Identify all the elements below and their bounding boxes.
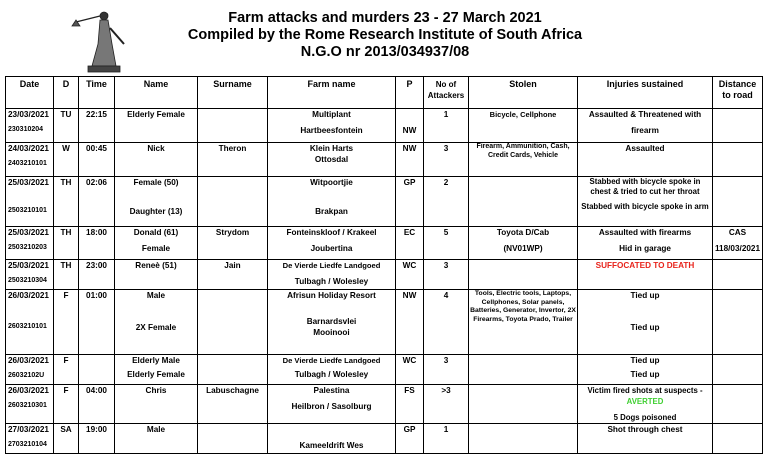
col-date: Date xyxy=(6,77,54,109)
table-row: 26/03/2021 26032102U F Elderly Male Elderly Female De Vierde Liedfe Landgoed Tulbagh / Wolesley WC 3 Tied up Tied up xyxy=(6,355,763,385)
col-distance: Distance to road xyxy=(713,77,763,109)
col-surname: Surname xyxy=(198,77,268,109)
report-compiler: Compiled by the Rome Research Institute of South Africa xyxy=(187,27,583,43)
col-time: Time xyxy=(79,77,115,109)
report-title: Farm attacks and murders 23 - 27 March 2021 xyxy=(228,10,542,26)
ngo-number: N.G.O nr 2013/034937/08 xyxy=(300,44,470,60)
attacks-table xyxy=(5,76,763,454)
col-attackers: No of Attackers xyxy=(424,77,469,109)
averted-label: AVERTED xyxy=(626,397,664,406)
table-row: 25/03/2021 2503210304 TH 23:00 Reneè (51) Jain De Vierde Liedfe Landgoed Tulbagh / Wolesley WC 3 SUFFOCATED TO DEATH xyxy=(6,260,763,290)
table-header-row xyxy=(6,77,763,109)
col-province: P xyxy=(396,77,424,109)
table-row: 25/03/2021 2503210101 TH 02:06 Female (50) Daughter (13) Witpoortjie Brakpan GP 2 Stabbed with bicycle spoke in chest & tried to cut her throat Stabbed with bicycle spoke in arm xyxy=(6,177,763,227)
col-name: Name xyxy=(115,77,198,109)
col-stolen: Stolen xyxy=(469,77,578,109)
col-farm: Farm name xyxy=(268,77,396,109)
table-row: 23/03/2021 230310204 TU 22:15 Elderly Female Multiplant Hartbeesfontein NW 1 Bicycle, Cellphone Assaulted & Threatened with firearm xyxy=(6,109,763,143)
report-header xyxy=(150,10,620,61)
justice-statue-logo xyxy=(68,4,140,74)
table-row: 24/03/2021 2403210101 W 00:45 Nick Theron Klein Harts Ottosdal NW 3 Firearm, Ammunition, Cash, Credit Cards, Vehicle Assaulted xyxy=(6,143,763,177)
col-day: D xyxy=(54,77,79,109)
table-row: 25/03/2021 2503210203 TH 18:00 Donald (61) Female Strydom Fonteinskloof / Krakeel Joubertina EC 5 Toyota D/Cab (NV01WP) Assaulted with firearms Hid in garage CAS 118/03/2021 xyxy=(6,227,763,260)
col-injuries: Injuries sustained xyxy=(578,77,713,109)
fatality-label: SUFFOCATED TO DEATH xyxy=(595,261,695,270)
table-row: 26/03/2021 2603210101 F 01:00 Male 2X Female Afrisun Holiday Resort Barnardsvlei Mooinooi NW 4 Tools, Electric tools, Laptops, Cellphones, Solar panels, Batteries, Generator, Invertor, 2X Firearms, Toyota Prado, Trailer Tied up Tied up xyxy=(6,290,763,355)
table-row: 27/03/2021 2703210104 SA 19:00 Male Kameeldrift Wes GP 1 Shot through chest xyxy=(6,424,763,454)
table-row: 26/03/2021 2603210301 F 04:00 Chris Labuschagne Palestina Heilbron / Sasolburg FS >3 Victim fired shots at suspects - AVERTED 5 Dogs poisoned xyxy=(6,385,763,424)
